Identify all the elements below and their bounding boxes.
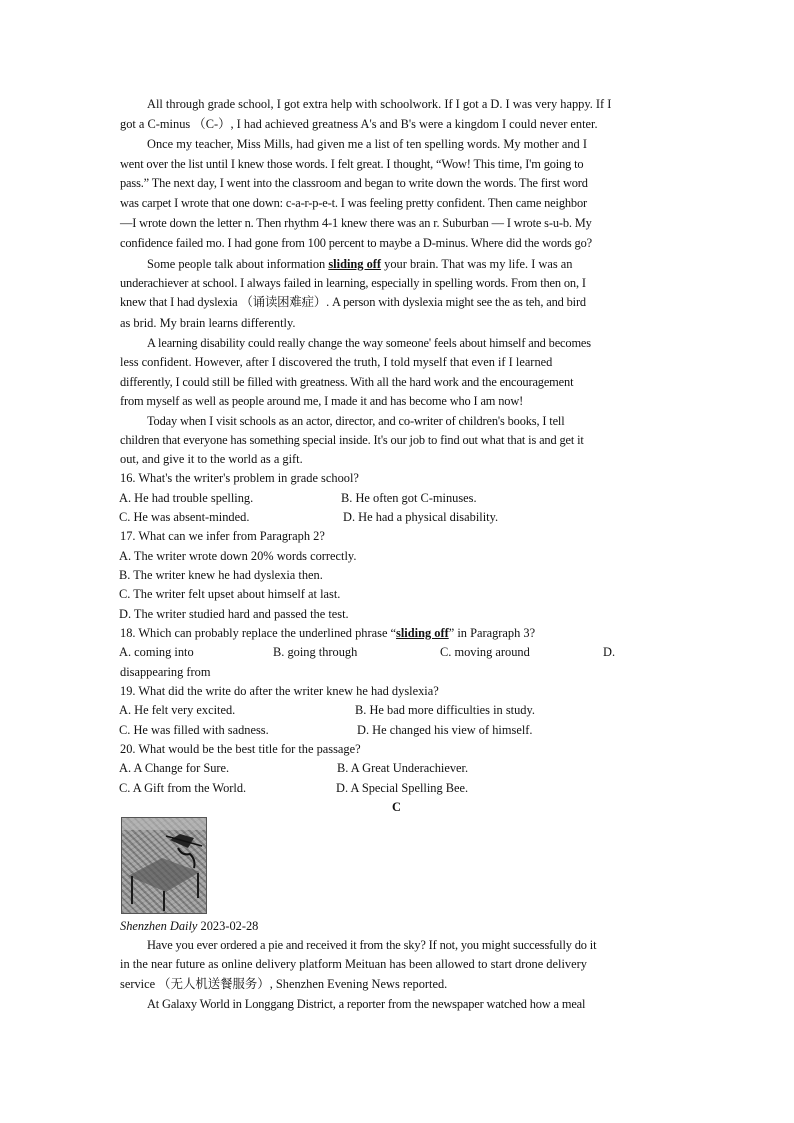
p3-text-pre: Some people talk about information [147,257,329,271]
q18-stem-pre: 18. Which can probably replace the underlined phrase “ [120,626,397,640]
passage-b-p2-line3: pass.” The next day, I went into the classroom and began to write down the words. The first word [120,176,588,190]
q18-underlined-phrase: sliding off [396,626,449,640]
section-c-heading: C [392,800,401,814]
q20-stem: 20. What would be the best title for the passage? [120,742,361,756]
q20-option-c: C. A Gift from the World. [119,781,247,795]
passage-b-p4-line4: from myself as well as people around me, I made it and has become who I am now! [120,394,524,408]
q16-option-a: A. He had trouble spelling. [119,491,254,505]
passage-c-p1-line3: service （无人机送餐服务）, Shenzhen Evening News reported. [120,977,448,991]
q16-option-c: C. He was absent-minded. [119,510,250,524]
q18-option-c: C. moving around [440,645,530,659]
q19-option-a: A. He felt very excited. [119,703,236,717]
passage-b-p3-line1 [147,255,572,274]
q20-option-d: D. A Special Spelling Bee. [336,781,469,795]
q17-stem: 17. What can we infer from Paragraph 2? [120,529,325,543]
passage-c-p2-line1: At Galaxy World in Longgang District, a reporter from the newspaper watched how a meal [147,997,586,1011]
q19-option-c: C. He was filled with sadness. [119,723,269,737]
passage-b-p5-line1: Today when I visit schools as an actor, director, and co-writer of children's books, I tell [147,414,565,428]
q17-option-b: B. The writer knew he had dyslexia then. [119,568,323,582]
underlined-phrase: sliding off [328,257,382,271]
q16-option-d: D. He had a physical disability. [343,510,499,524]
passage-c-p1-line2: in the near future as online delivery platform Meituan has been allowed to start drone delivery [120,957,587,971]
passage-b-p1-line2: got a C-minus （C-）, I had achieved greatness A's and B's were a kingdom I could never enter. [120,117,598,131]
photo-sketch [122,818,206,913]
q20-option-b: B. A Great Underachiever. [337,761,469,775]
passage-c-p1-line1: Have you ever ordered a pie and received it from the sky? If not, you might successfully do it [147,938,597,952]
q16-stem: 16. What's the writer's problem in grade school? [120,471,359,485]
photo-caption [120,917,258,936]
q17-option-d: D. The writer studied hard and passed the test. [119,607,349,621]
passage-b-p5-line3: out, and give it to the world as a gift. [120,452,303,466]
p3-text-post: your brain. That was my life. I was an [381,257,573,271]
passage-b-p3-line4: as brid. My brain learns differently. [120,316,296,330]
passage-b-p1-line1: All through grade school, I got extra help with schoolwork. If I got a D. I was very happy. If I [147,97,612,111]
q19-stem: 19. What did the write do after the writer knew he had dyslexia? [120,684,439,698]
q19-option-d: D. He changed his view of himself. [357,723,533,737]
q18-option-d: D. [603,645,616,659]
q17-option-a: A. The writer wrote down 20% words correctly. [119,549,357,563]
q18-option-b: B. going through [273,645,358,659]
passage-b-p3-line2: underachiever at school. I always failed in learning, especially in spelling words. From then on, I [120,276,586,290]
publish-date: 2023-02-28 [197,919,259,933]
passage-b-p2-line5: —I wrote down the letter n. Then rhythm 4-1 knew there was an r. Suburban — I wrote s-u-b. My [120,216,592,230]
passage-b-p4-line3: differently, I could still be filled with greatness. With all the hard work and the encouragement [120,375,574,389]
q20-option-a: A. A Change for Sure. [119,761,230,775]
drone-delivery-photo [121,817,207,914]
passage-b-p4-line1: A learning disability could really change the way someone' feels about himself and becomes [147,336,591,350]
passage-b-p2-line1: Once my teacher, Miss Mills, had given me a list of ten spelling words. My mother and I [147,137,587,151]
passage-b-p2-line6: confidence failed mo. I had gone from 100 percent to maybe a D-minus. Where did the words go? [120,236,592,250]
source-name: Shenzhen Daily [120,919,198,933]
passage-b-p2-line2: went over the list until I knew those words. I felt great. I thought, “Wow! This time, I'm going to [120,157,584,171]
passage-b-p4-line2: less confident. However, after I discovered the truth, I told myself that even if I learned [120,355,553,369]
q17-option-c: C. The writer felt upset about himself at last. [119,587,341,601]
q18-option-d-text: disappearing from [120,665,211,679]
q18-stem [120,624,535,643]
q18-stem-post: ” in Paragraph 3? [448,626,536,640]
q16-option-b: B. He often got C-minuses. [341,491,477,505]
passage-b-p5-line2: children that everyone has something special inside. It's our job to find out what that is and get it [120,433,584,447]
passage-b-p2-line4: was carpet I wrote that one down: c-a-r-p-e-t. I was feeling pretty confident. Then came neighbor [120,196,587,210]
q19-option-b: B. He bad more difficulties in study. [355,703,535,717]
passage-b-p3-line3: knew that I had dyslexia （诵读困难症）. A person with dyslexia might see the as teh, and bird [120,295,586,309]
q18-option-a: A. coming into [119,645,194,659]
